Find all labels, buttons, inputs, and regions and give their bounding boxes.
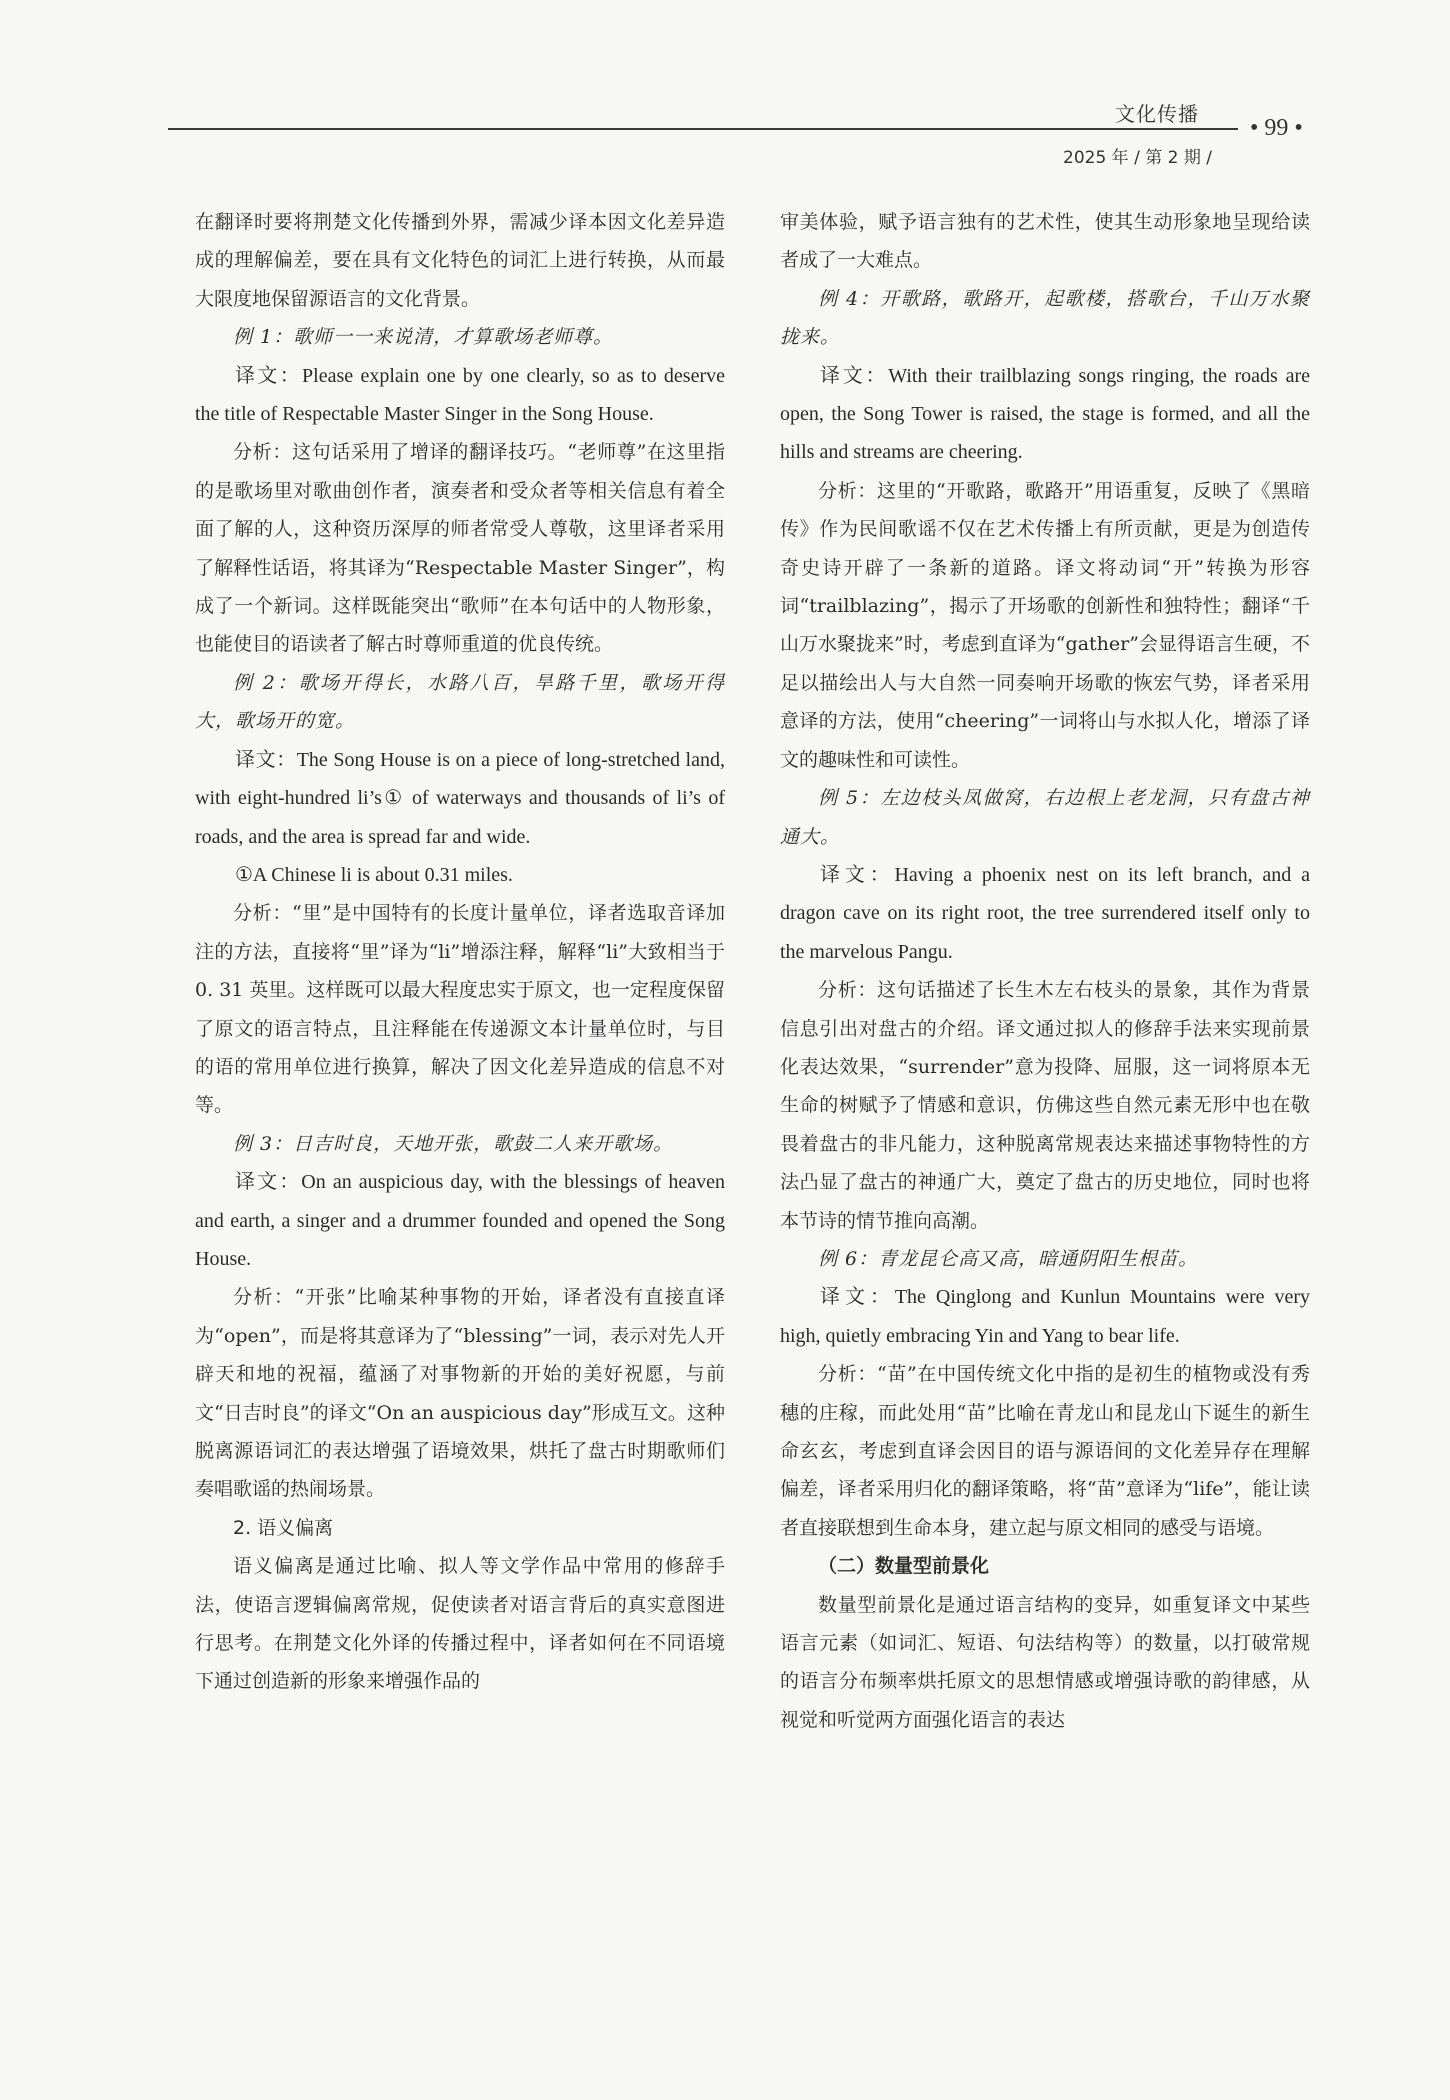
analysis-paragraph: 分析：这句话描述了长生木左右枝头的景象，其作为背景信息引出对盘古的介绍。译文通过拟人的修辞手法来实现前景化表达效果，“surrender”意为投降、屈服，这一词将原本无生命的树赋予了情感和意识，仿佛这些自然元素无形中也在敬畏着盘古的非凡能力，这种脱离常规表达来描述事物特性的方法凸显了盘古的神通广大，奠定了盘古的历史地位，同时也将本节诗的情节推向高潮。 <box>780 979 1310 1232</box>
example-translation: 译文：With their trailblazing songs ringing, the roads are open, the Song Tower is raised, the stage is formed, and all the hills and streams are cheering. <box>780 364 1310 464</box>
example-translation: 译文：Please explain one by one clearly, so as to deserve the title of Respectable Master Singer in the Song House. <box>195 364 725 426</box>
analysis-paragraph: 分析：这里的“开歌路，歌路开”用语重复，反映了《黑暗传》作为民间歌谣不仅在艺术传播上有所贡献，更是为创造传奇史诗开辟了一条新的道路。译文将动词“开”转换为形容词“trailblazing”，揭示了开场歌的创新性和独特性；翻译“千山万水聚拢来”时，考虑到直译为“gather”会显得语言生硬，不足以描绘出人与大自然一同奏响开场歌的恢宏气势，译者采用意译的方法，使用“cheering”一词将山与水拟人化，增添了译文的趣味性和可读性。 <box>780 479 1310 771</box>
right-column <box>780 203 1310 1739</box>
example-translation: 译文：The Qinglong and Kunlun Mountains were very high, quietly embracing Yin and Yang to bear life. <box>780 1286 1310 1347</box>
page-number: • 99 • <box>1250 115 1303 141</box>
example-source: 例 4：开歌路，歌路开，起歌楼，搭歌台，千山万水聚拢来。 <box>780 287 1310 349</box>
analysis-paragraph: 分析：“开张”比喻某种事物的开始，译者没有直接直译为“open”，而是将其意译为了“blessing”一词，表示对先人开辟天和地的祝福，蕴涵了对事物新的开始的美好祝愿，与前文“日吉时良”的译文“On an auspicious day”形成互文。这种脱离源语词汇的表达增强了语境效果，烘托了盘古时期歌师们奏唱歌谣的热闹场景。 <box>195 1286 725 1501</box>
example-translation: 译文：Having a phoenix nest on its left branch, and a dragon cave on its right root, the tree surrendered itself only to the marvelous Pangu. <box>780 863 1310 963</box>
left-column <box>195 203 725 1701</box>
example-translation: 译文：On an auspicious day, with the blessings of heaven and earth, a singer and a drummer founded and opened the Song House. <box>195 1171 725 1270</box>
subsection-heading: 2. 语义偏离 <box>233 1516 334 1539</box>
example-translation: 译文：The Song House is on a piece of long-stretched land, with eight-hundred li’s① of waterways and thousands of li’s of roads, and the area is spread far and wide. <box>195 748 725 848</box>
paragraph: 在翻译时要将荆楚文化传播到外界，需减少译本因文化差异造成的理解偏差，要在具有文化特色的词汇上进行转换，从而最大限度地保留源语言的文化背景。 <box>195 211 725 310</box>
analysis-paragraph: 分析：这句话采用了增译的翻译技巧。“老师尊”在这里指的是歌场里对歌曲创作者，演奏者和受众者等相关信息有着全面了解的人，这种资历深厚的师者常受人尊敬，这里译者采用了解释性话语，将其译为“Respectable Master Singer”，构成了一个新词。这样既能突出“歌师”在本句话中的人物形象，也能使目的语读者了解古时尊师重道的优良传统。 <box>195 441 725 656</box>
paragraph: 审美体验，赋予语言独有的艺术性，使其生动形象地呈现给读者成了一大难点。 <box>780 211 1310 272</box>
example-source: 例 5：左边枝头凤做窝，右边根上老龙洞，只有盘古神通大。 <box>780 787 1310 848</box>
analysis-paragraph: 分析：“苗”在中国传统文化中指的是初生的植物或没有秀穗的庄稼，而此处用“苗”比喻在青龙山和昆龙山下诞生的新生命玄玄，考虑到直译会因目的语与源语间的文化差异存在理解偏差，译者采用归化的翻译策略，将“苗”意译为“life”，能让读者直接联想到生命本身，建立起与原文相同的感受与语境。 <box>780 1363 1310 1539</box>
section-heading: （二）数量型前景化 <box>818 1555 990 1578</box>
example-source: 例 2：歌场开得长，水路八百，旱路千里，歌场开得大，歌场开的宽。 <box>195 671 725 733</box>
issue-info: 2025 年 / 第 2 期 / <box>1063 148 1212 168</box>
paragraph: 数量型前景化是通过语言结构的变异，如重复译文中某些语言元素（如词汇、短语、句法结构等）的数量，以打破常规的语言分布频率烘托原文的思想情感或增强诗歌的韵律感，从视觉和听觉两方面强化语言的表达 <box>780 1593 1310 1731</box>
running-title: 文化传播 <box>1115 102 1199 126</box>
page-header <box>0 0 1450 180</box>
example-source: 例 6：青龙昆仑高又高，暗通阴阳生根苗。 <box>818 1247 1199 1270</box>
analysis-paragraph: 分析：“里”是中国特有的长度计量单位，译者选取音译加注的方法，直接将“里”译为“li”增添注释，解释“li”大致相当于 0. 31 英里。这样既可以最大程度忠实于原文，也一定程度保留了原文的语言特点，且注释能在传递源文本计量单位时，与目的语的常用单位进行换算，解决了因文化差异造成的信息不对等。 <box>195 902 725 1117</box>
paragraph: 语义偏离是通过比喻、拟人等文学作品中常用的修辞手法，使语言逻辑偏离常规，促使读者对语言背后的真实意图进行思考。在荆楚文化外译的传播过程中，译者如何在不同语境下通过创造新的形象来增强作品的 <box>195 1555 725 1693</box>
example-source: 例 3：日吉时良，天地开张，歌鼓二人来开歌场。 <box>233 1132 674 1155</box>
example-source: 例 1：歌师一一来说清，才算歌场老师尊。 <box>233 326 614 349</box>
footnote: ①A Chinese li is about 0.31 miles. <box>235 863 513 886</box>
header-rule <box>168 128 1238 130</box>
